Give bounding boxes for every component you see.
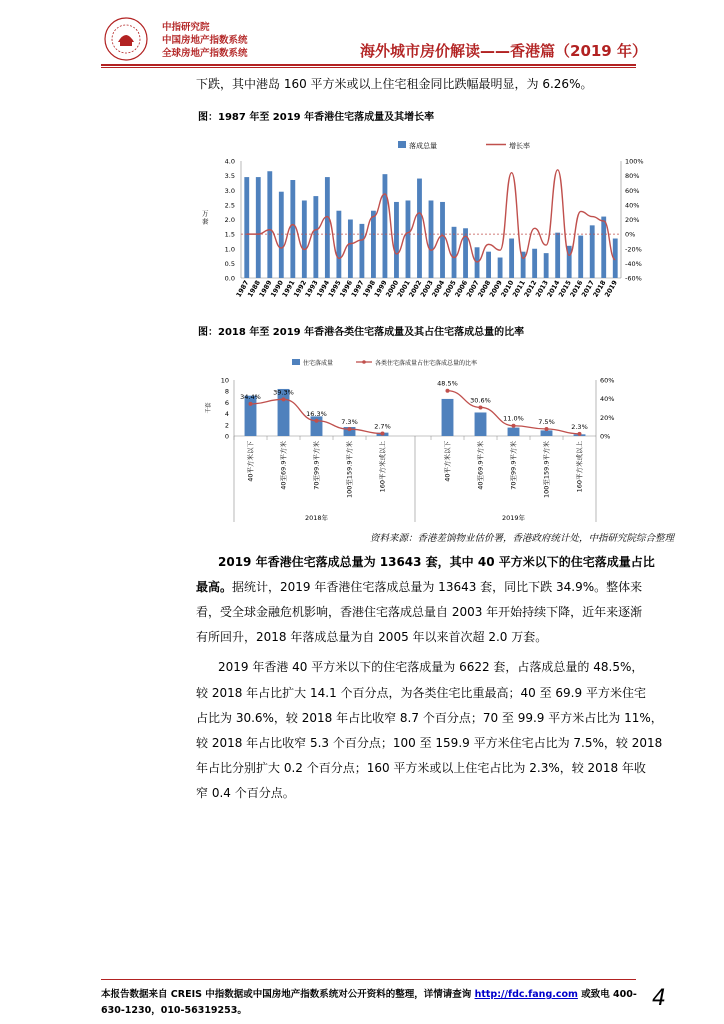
y2-tick-label: 0% xyxy=(625,230,636,239)
intro-line: 下跌，其中港岛 160 平方米或以上住宅租金同比跌幅最明显，为 6.26%。 xyxy=(196,77,593,91)
x-tick-label: 1993 xyxy=(303,279,320,299)
category-label: 40平方米以下 xyxy=(443,441,452,482)
paragraph1-line2 xyxy=(196,578,642,595)
bar-2012 xyxy=(532,249,537,278)
bar-2018年-0 xyxy=(245,396,257,436)
brand-line-3: 全球房地产指数系统 xyxy=(162,48,248,59)
bar-1990 xyxy=(279,192,284,278)
bar-2019年-0 xyxy=(442,399,454,436)
bar-2009 xyxy=(498,258,503,278)
y-tick-label: 2.0 xyxy=(224,216,235,224)
x-tick-label: 1987 xyxy=(234,279,251,299)
bar-2019年-2 xyxy=(508,428,520,436)
legend-label-ratio: 各类住宅落成量占住宅落成总量的比率 xyxy=(375,360,478,367)
x-tick-label: 2018 xyxy=(591,279,608,299)
paragraph2-line6: 窄 0.4 个百分点。 xyxy=(196,786,295,800)
bar-2019年-1 xyxy=(475,412,487,436)
x-tick-label: 2016 xyxy=(568,279,585,299)
x-tick-label: 1997 xyxy=(349,279,366,299)
y2-tick-label: 0% xyxy=(600,432,611,441)
ratio-point xyxy=(512,424,516,428)
x-tick-label: 1990 xyxy=(269,279,286,299)
y-tick-label: 6 xyxy=(224,398,229,407)
category-label: 70至99.9平方米 xyxy=(312,441,321,490)
ratio-point xyxy=(348,427,352,431)
footer-rule xyxy=(101,979,636,980)
y-axis-label: 千套 xyxy=(206,402,212,414)
x-tick-label: 2005 xyxy=(441,279,458,299)
x-tick-label: 1988 xyxy=(246,279,263,299)
ratio-data-label: 39.3% xyxy=(273,388,294,397)
bar-2010 xyxy=(509,239,514,278)
y-tick-label: 2 xyxy=(224,421,229,430)
paragraph1-line2-text: 据统计，2019 年香港住宅落成总量为 13643 套，同比下跌 34.9%。整体来 xyxy=(232,580,643,594)
ratio-point xyxy=(479,405,483,409)
y-tick-label: 10 xyxy=(220,376,229,385)
x-tick-label: 2008 xyxy=(476,279,493,299)
x-tick-label: 2007 xyxy=(464,279,481,299)
ratio-point xyxy=(249,402,253,406)
x-tick-label: 2010 xyxy=(499,279,516,299)
x-tick-label: 1989 xyxy=(257,279,274,299)
y2-tick-label: 20% xyxy=(600,413,615,422)
y-tick-label: 0.0 xyxy=(224,274,235,283)
y2-tick-label: -60% xyxy=(625,274,642,283)
bar-2004 xyxy=(440,202,445,278)
paragraph2-line3: 占比为 30.6%，较 2018 年占比收窄 8.7 个百分点；70 至 99.9 平方米占比为 11%， xyxy=(196,711,663,725)
bar-2016 xyxy=(578,236,583,278)
footer-line2: 630-1230，010-56319253。 xyxy=(101,1005,247,1016)
paragraph1-line4: 有所回升，2018 年落成总量为自 2005 年以来首次超 2.0 万套。 xyxy=(196,630,548,644)
x-tick-label: 2004 xyxy=(430,279,447,299)
y-tick-label: 0 xyxy=(224,432,229,441)
paragraph1-heading-line1: 2019 年香港住宅落成总量为 13643 套，其中 40 平方米以下的住宅落成量占比 xyxy=(218,555,655,569)
brand-line-1: 中指研究院 xyxy=(162,22,210,33)
report-title: 海外城市房价解读——香港篇（2019 年） xyxy=(360,42,647,60)
y-tick-label: 0.5 xyxy=(224,259,235,268)
ratio-data-label: 2.3% xyxy=(571,422,588,431)
x-tick-label: 1991 xyxy=(280,279,297,299)
y-tick-label: 2.5 xyxy=(224,201,235,210)
company-logo xyxy=(103,16,149,62)
legend-label-total: 落成总量 xyxy=(409,142,437,150)
bar-2017 xyxy=(590,225,595,278)
y2-tick-label: 40% xyxy=(625,201,640,210)
x-tick-label: 2015 xyxy=(556,279,573,299)
bar-1998 xyxy=(371,211,376,278)
ratio-point xyxy=(545,427,549,431)
bar-1996 xyxy=(348,220,353,279)
category-label: 40至69.9平方米 xyxy=(279,441,288,490)
bar-2014 xyxy=(555,233,560,278)
header-rule xyxy=(101,64,636,66)
x-tick-label: 1994 xyxy=(315,279,332,299)
x-tick-label: 2014 xyxy=(545,279,562,299)
bar-1989 xyxy=(267,171,272,278)
x-tick-label: 2012 xyxy=(522,279,539,299)
paragraph2-line5: 年占比分别扩大 0.2 个百分点；160 平方米或以上住宅占比为 2.3%，较 2018 年收 xyxy=(196,761,646,775)
ratio-data-label: 16.3% xyxy=(306,409,327,418)
ratio-point xyxy=(315,419,319,423)
figure2-caption: 图：2018 年至 2019 年香港各类住宅落成量及其占住宅落成总量的比率 xyxy=(198,327,525,338)
header-rule-thin xyxy=(101,67,636,68)
bar-2019年-3 xyxy=(541,430,553,436)
ratio-point xyxy=(446,389,450,393)
y-tick-label: 1.0 xyxy=(224,245,235,254)
group-label: 2019年 xyxy=(501,514,526,522)
footer-text-post: 或致电 400- xyxy=(577,989,637,1000)
x-tick-label: 2019 xyxy=(602,279,619,299)
paragraph1-heading-line2: 最高。 xyxy=(196,580,233,594)
x-tick-label: 2002 xyxy=(407,279,424,299)
paragraph2-line4: 较 2018 年占比收窄 5.3 个百分点；100 至 159.9 平方米住宅占比为 7.5%，较 2018 xyxy=(196,736,663,750)
x-tick-label: 2006 xyxy=(453,279,470,299)
bar-1987 xyxy=(244,177,249,278)
ratio-data-label: 48.5% xyxy=(437,379,458,388)
y2-tick-label: 60% xyxy=(625,186,640,195)
bar-2000 xyxy=(394,202,399,278)
category-chart xyxy=(196,350,636,525)
y-tick-label: 8 xyxy=(224,387,229,396)
bar-2018 xyxy=(601,217,606,278)
figure1-caption: 图：1987 年至 2019 年香港住宅落成量及其增长率 xyxy=(198,112,435,123)
x-tick-label: 1998 xyxy=(361,279,378,299)
y2-tick-label: -40% xyxy=(625,259,642,268)
y2-tick-label: 100% xyxy=(625,157,644,166)
y-tick-label: 1.5 xyxy=(224,230,235,239)
legend-marker-ratio xyxy=(362,360,366,364)
category-label: 40至69.9平方米 xyxy=(476,441,485,490)
bar-1997 xyxy=(359,224,364,278)
legend-swatch-total xyxy=(398,141,406,148)
x-tick-label: 1999 xyxy=(372,279,389,299)
legend-swatch-bars xyxy=(292,359,300,365)
x-tick-label: 1995 xyxy=(326,279,343,299)
x-tick-label: 2001 xyxy=(395,279,412,299)
bar-1993 xyxy=(313,196,318,278)
bar-1995 xyxy=(336,211,341,278)
bar-1992 xyxy=(302,200,307,278)
x-tick-label: 2003 xyxy=(418,279,435,299)
group-label: 2018年 xyxy=(304,514,329,522)
category-label: 100至159.9平方米 xyxy=(345,441,354,499)
brand-line-2: 中国房地产指数系统 xyxy=(162,35,248,46)
bar-2013 xyxy=(544,253,549,278)
bar-2008 xyxy=(486,252,491,278)
x-tick-label: 1992 xyxy=(292,279,309,299)
bar-1988 xyxy=(256,177,261,278)
y2-tick-label: -20% xyxy=(625,245,642,254)
x-tick-label: 2009 xyxy=(487,279,504,299)
footer-line1 xyxy=(101,986,637,1000)
bar-2003 xyxy=(429,200,434,278)
y-tick-label: 4 xyxy=(224,410,229,419)
x-tick-label: 2000 xyxy=(384,279,401,299)
category-label: 160平方米或以上 xyxy=(575,441,584,493)
x-tick-label: 2011 xyxy=(510,279,527,299)
footer-text-pre: 本报告数据来自 CREIS 中指数据或中国房地产指数系统对公开资料的整理，详情请查询 xyxy=(101,989,475,1000)
category-label: 40平方米以下 xyxy=(246,441,255,482)
bar-2002 xyxy=(417,179,422,278)
y2-tick-label: 60% xyxy=(600,376,615,385)
ratio-point xyxy=(578,432,582,436)
paragraph2-line1: 2019 年香港 40 平方米以下的住宅落成量为 6622 套，占落成总量的 48.5%， xyxy=(218,660,644,674)
x-tick-label: 2017 xyxy=(579,279,596,299)
ratio-point xyxy=(282,397,286,401)
y-axis-label: 万 xyxy=(202,209,209,218)
ratio-point xyxy=(381,431,385,435)
x-tick-label: 1996 xyxy=(338,279,355,299)
legend-label-bars: 住宅落成量 xyxy=(303,360,334,367)
page-number: 4 xyxy=(652,986,666,1011)
ratio-data-label: 2.7% xyxy=(374,422,391,431)
y2-tick-label: 80% xyxy=(625,172,640,181)
ratio-data-label: 11.0% xyxy=(503,414,524,423)
y-tick-label: 4.0 xyxy=(224,157,235,166)
y-axis-label: 套 xyxy=(202,217,209,226)
category-label: 70至99.9平方米 xyxy=(509,441,518,490)
footer-link[interactable]: http://fdc.fang.com xyxy=(474,989,578,1000)
bar-2007 xyxy=(475,247,480,278)
paragraph1-line3: 看，受全球金融危机影响，香港住宅落成总量自 2003 年开始持续下降，近年来逐渐 xyxy=(196,605,643,619)
ratio-data-label: 34.4% xyxy=(240,392,261,401)
bar-1994 xyxy=(325,177,330,278)
y-tick-label: 3.0 xyxy=(224,186,235,195)
y-tick-label: 3.5 xyxy=(224,172,235,181)
y2-tick-label: 20% xyxy=(625,216,640,224)
ratio-data-label: 30.6% xyxy=(470,396,491,405)
ratio-data-label: 7.5% xyxy=(538,418,555,426)
bar-2001 xyxy=(406,200,411,278)
y2-tick-label: 40% xyxy=(600,395,615,404)
source-note: 资料来源：香港差饷物业估价署，香港政府统计处，中指研究院综合整理 xyxy=(370,533,675,544)
bar-1999 xyxy=(383,174,388,278)
x-tick-label: 2013 xyxy=(533,279,550,299)
legend-label-growth: 增长率 xyxy=(509,142,530,150)
category-label: 160平方米或以上 xyxy=(378,441,387,493)
ratio-data-label: 7.3% xyxy=(341,418,358,427)
completion-chart xyxy=(196,130,666,315)
category-label: 100至159.9平方米 xyxy=(542,441,551,499)
bar-1991 xyxy=(290,180,295,278)
paragraph2-line2: 较 2018 年占比扩大 14.1 个百分点，为各类住宅比重最高；40 至 69.9 平方米住宅 xyxy=(196,686,646,700)
